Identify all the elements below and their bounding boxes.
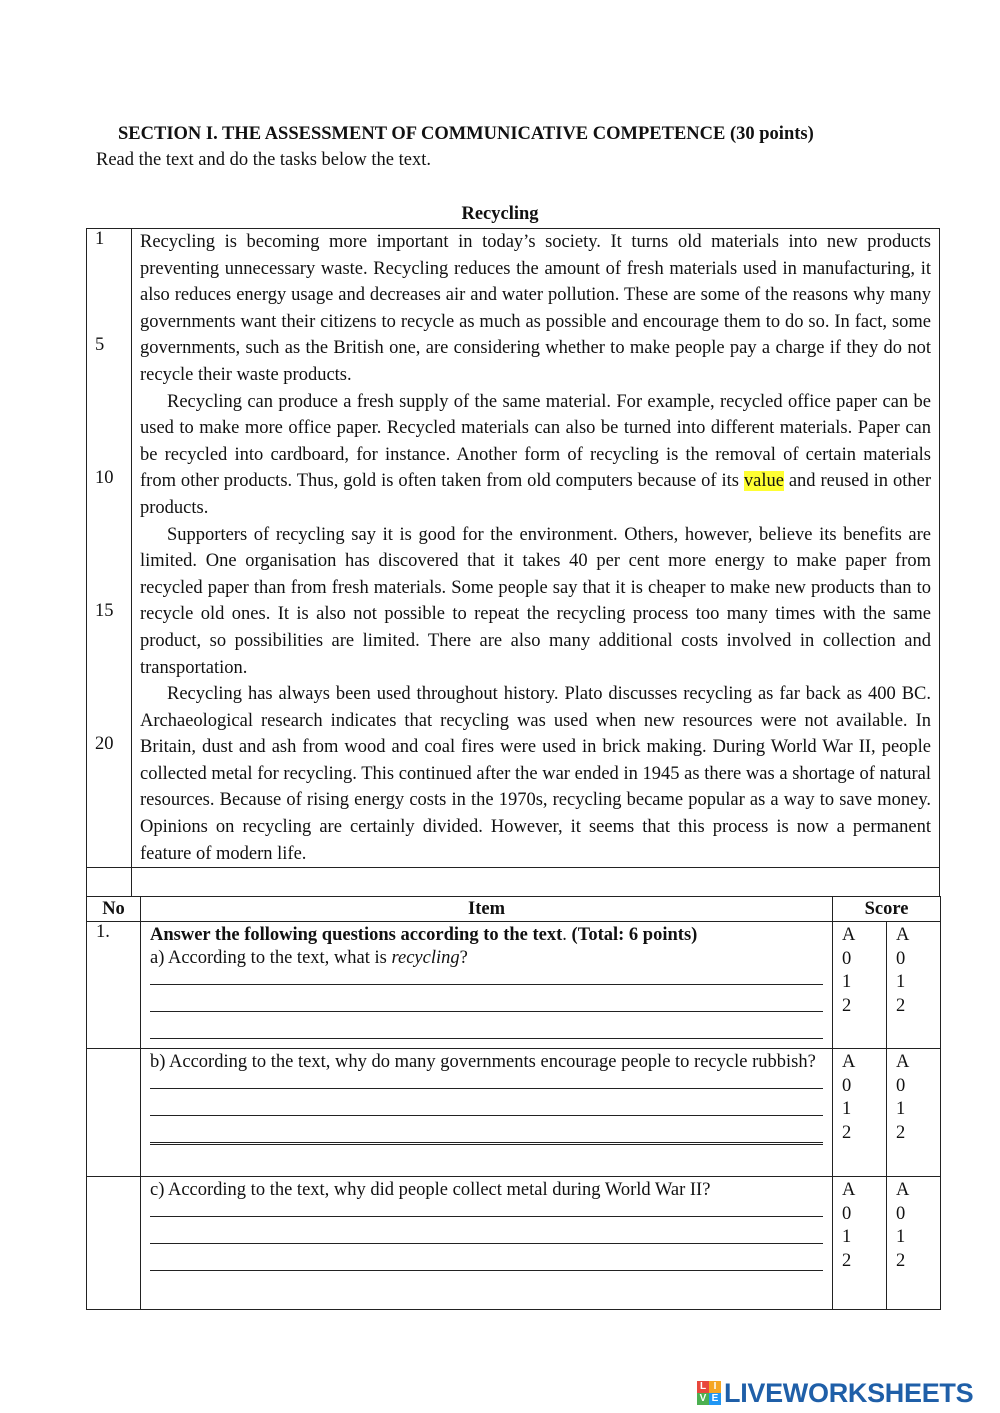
score-option[interactable]: 2 [896,995,906,1016]
spacer-row [86,867,940,897]
score-option[interactable]: 0 [842,948,852,969]
answer-line[interactable] [150,970,823,985]
instruction-text: Read the text and do the tasks below the text. [96,150,431,170]
task-heading-text: Answer the following questions according to the text [150,925,563,945]
score-option[interactable]: 0 [896,1075,906,1096]
question-cell [141,1049,833,1177]
answer-line[interactable] [150,1217,823,1244]
score-label: A [842,1052,856,1072]
liveworksheets-logo[interactable] [697,1377,973,1409]
answer-line[interactable] [150,985,823,1012]
score-options[interactable] [833,922,887,1049]
section-title: SECTION I. THE ASSESSMENT OF COMMUNICATIVE COMPETENCE (30 points) [118,124,814,144]
score-label: A [842,1180,856,1200]
score-option[interactable]: 1 [896,1227,906,1248]
highlighted-word[interactable]: value [743,471,784,492]
questions-table [86,896,941,1310]
score-option[interactable]: 2 [842,1122,852,1143]
question-text: b) According to the text, why do many governments encourage people to recycle rubbish? [150,1052,816,1072]
table-row [87,1177,941,1310]
empty-number-cell [87,1049,141,1177]
score-option[interactable]: 2 [896,1122,906,1143]
answer-line[interactable] [150,1116,823,1145]
score-option[interactable]: 1 [842,972,852,993]
score-label: A [896,925,910,945]
line-number: 1 [95,229,105,249]
question-italic: recycling [391,948,460,968]
question-cell [141,1177,833,1310]
logo-badge-letter: L [697,1381,709,1393]
reading-passage-box [86,228,940,868]
score-option[interactable]: 1 [896,1099,906,1120]
question-text [150,947,823,970]
passage-text [140,229,931,867]
score-option[interactable]: 1 [842,1099,852,1120]
answer-line[interactable] [150,1012,823,1039]
row-divider [131,867,132,896]
logo-badge-letter: I [709,1381,721,1393]
score-options[interactable] [887,1049,941,1177]
score-options[interactable] [887,1177,941,1310]
question-text-part: ? [459,948,468,968]
paragraph [140,389,931,522]
answer-line[interactable] [150,1202,823,1217]
task-heading [150,924,823,947]
logo-badge-letter: V [697,1393,709,1405]
score-label: A [842,925,856,945]
paragraph-text: Recycling can produce a fresh supply of the same material. For example, recycled office paper can be used to make more office paper. Recycled materials can also be turned into different materials. Paper can be recycled into cardboard, for instance. Another form of recycling is the removal of certain materials from other products. Thus, gold is often taken from old computers because of its [140,391,931,492]
question-text: c) According to the text, why did people collect metal during World War II? [150,1180,711,1200]
score-label: A [896,1180,910,1200]
score-option[interactable]: 1 [896,972,906,993]
paragraph: Supporters of recycling say it is good for the environment. Others, however, believe its benefits are limited. One organisation has discovered that it takes 40 per cent more energy to make paper from recycled paper than from fresh materials. Some people say that it is cheaper to make new products than to recycle old ones. It is also not possible to repeat the recycling process too many times with the same product, so possibilities are limited. There are also many additional costs involved in collection and transportation. [140,524,931,678]
score-option[interactable]: 2 [896,1250,906,1271]
score-option[interactable]: 2 [842,1250,852,1271]
score-option[interactable]: 0 [842,1075,852,1096]
answer-line[interactable] [150,1074,823,1089]
reading-title: Recycling [461,204,539,224]
line-number: 5 [95,335,105,355]
table-row [87,922,941,1049]
line-number: 15 [95,601,114,621]
paragraph: Recycling has always been used throughout history. Plato discusses recycling as far back as 400 BC. Archaeological research indicates that recycling was used when new resources were not available. In Britain, dust and ash from wood and coal fires were used in brick making. During World War II, people collected metal for recycling. This continued after the war ended in 1945 as there was a shortage of natural resources. Because of rising energy costs in the 1970s, recycling became popular as a way to save money. Opinions on recycling are certainly divided. However, it seems that this process is now a permanent feature of modern life. [140,684,931,864]
line-number: 10 [95,468,114,488]
score-option[interactable]: 0 [842,1203,852,1224]
answer-line[interactable] [150,1244,823,1271]
task-heading-sep: . [562,925,572,945]
question-number: 1. [87,922,141,1049]
score-options[interactable] [833,1049,887,1177]
logo-text: LIVEWORKSHEETS [724,1377,974,1408]
column-header-score: Score [833,897,941,922]
logo-badge-icon [697,1381,721,1405]
paragraph: Recycling is becoming more important in today’s society. It turns old materials into new products preventing unnecessary waste. Recycling reduces the amount of fresh materials used in manufacturing, it also reduces energy usage and decreases air and water pollution. These are some of the reasons why many governments want their citizens to recycle as much as possible and encourage them to do so. In fact, some governments, such as the British one, are considering whether to make people pay a charge if they do not recycle their waste products. [140,232,931,385]
table-header-row [87,897,941,922]
task-heading-points: (Total: 6 points) [571,925,698,945]
score-option[interactable]: 1 [842,1227,852,1248]
question-text-part: a) According to the text, what is [150,948,392,968]
question-cell [141,922,833,1049]
paragraph-text: and reused in other products. [140,471,931,518]
column-header-no: No [87,897,141,922]
score-options[interactable] [887,922,941,1049]
answer-line[interactable] [150,1089,823,1116]
empty-number-cell [87,1177,141,1310]
score-options[interactable] [833,1177,887,1310]
score-label: A [896,1052,910,1072]
score-option[interactable]: 0 [896,948,906,969]
score-option[interactable]: 2 [842,995,852,1016]
logo-badge-letter: E [709,1393,721,1405]
line-number-divider [131,229,132,867]
column-header-item: Item [141,897,833,922]
table-row [87,1049,941,1177]
score-option[interactable]: 0 [896,1203,906,1224]
line-number: 20 [95,734,114,754]
